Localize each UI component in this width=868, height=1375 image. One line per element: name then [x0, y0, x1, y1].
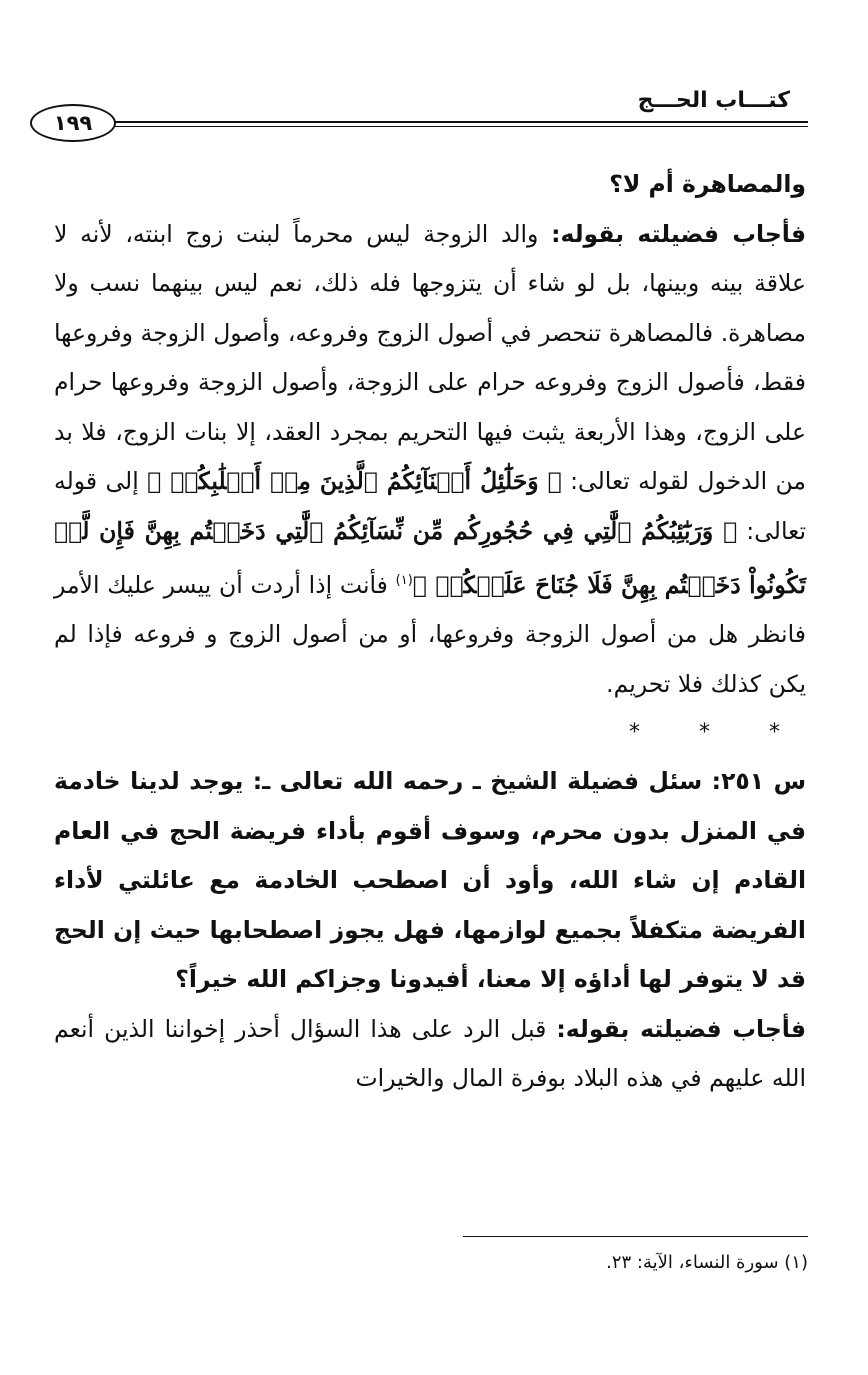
- answer-text-3: فأنت إذا أردت أن ييسر عليك الأمر فانظر هل من أصول الزوجة وفروعها، أو من أصول الزوج و فروعه فإذا لم يكن كذلك فلا تحريم.: [54, 570, 806, 698]
- header-rule: [108, 121, 808, 123]
- main-text: [54, 160, 806, 1104]
- quran-verse-1: ﴿ وَحَلَٰٓئِلُ أَبۡنَآئِكُمُ ٱلَّذِينَ مِنۡ أَصۡلَٰبِكُمۡ ﴾: [147, 467, 562, 495]
- answer-paragraph: [54, 210, 806, 710]
- page-number: ١٩٩: [30, 104, 116, 142]
- answer-text-2: إلى قوله تعالى:: [54, 467, 806, 545]
- question-continuation: والمصاهرة أم لا؟: [609, 170, 806, 198]
- answer-label: فأجاب فضيلته بقوله:: [551, 219, 806, 248]
- answer-text-4: قبل الرد على هذا السؤال أحذر إخواننا الذين أنعم الله عليهم في هذه البلاد بوفرة المال والخيرات: [54, 1014, 806, 1093]
- running-header-title: كتـــاب الحـــج: [637, 88, 790, 113]
- footnote-rule: [463, 1236, 808, 1237]
- answer-label-2: فأجاب فضيلته بقوله:: [556, 1014, 806, 1043]
- section-separator: * * *: [629, 720, 806, 746]
- footnote-reference: (١): [395, 573, 413, 588]
- header-rule-thin: [108, 126, 808, 127]
- quran-verse-2: ﴿ وَرَبَٰٓئِبُكُمُ ٱلَّٰتِي فِي حُجُورِكُم مِّن نِّسَآئِكُمُ ٱلَّٰتِي دَخَلۡتُم بِهِنَّ فَإِن لَّمۡ تَكُونُواْ دَخَلۡتُم بِهِنَّ فَلَا جُنَاحَ عَلَيۡكُمۡ ﴾: [54, 516, 807, 599]
- answer-paragraph-2: [54, 1005, 806, 1104]
- answer-text-1: والد الزوجة ليس محرماً لبنت زوج ابنته، لأنه لا علاقة بينه وبينها، بل لو شاء أن يتزوجها فله ذلك، نعم ليس بينهما نسب ولا مصاهرة. فالمصاهرة تنحصر في أصول الزوج وفروعه، وأصول الزوجة وفروعها فقط، فأصول الزوج وفروعه حرام على الزوجة، وأصول الزوجة وفروعها حرام على الزوج، وهذا الأربعة يثبت فيها التحريم بمجرد العقد، إلا بنات الزوج، فلا بد من الدخول لقوله تعالى:: [54, 219, 806, 495]
- footnote: (١) سورة النساء، الآية: ٢٣.: [606, 1252, 808, 1273]
- question-paragraph: س ٢٥١: سئل فضيلة الشيخ ـ رحمه الله تعالى ـ: يوجد لدينا خادمة في المنزل بدون محرم، وسوف أقوم بأداء فريضة الحج في العام القادم إن شاء الله، وأود أن اصطحب الخادمة مع عائلتي لأداء الفريضة متكفلاً بجميع لوازمها، فهل يجوز اصطحابها حيث إن الحج قد لا يتوفر لها أداؤه إلا معنا، أفيدونا وجزاكم الله خيراً؟: [54, 767, 807, 994]
